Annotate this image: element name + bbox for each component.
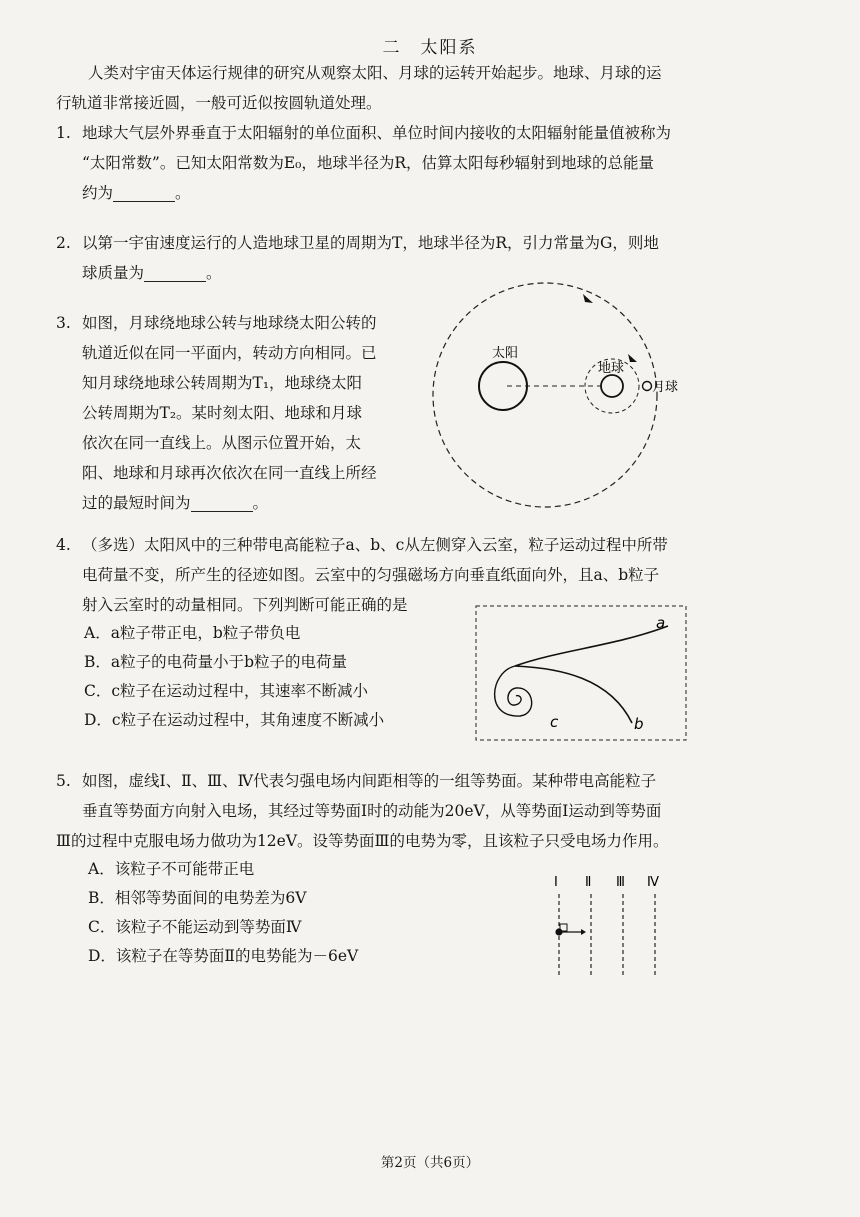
intro-line-2: 行轨道非常接近圆，一般可近似按圆轨道处理。 [56, 94, 382, 112]
surface-label-1: Ⅰ [554, 875, 558, 890]
label-a: a [656, 614, 666, 632]
intro-paragraph [58, 58, 818, 118]
option-a[interactable]: A．a粒子带正电，b粒子带负电 [84, 624, 301, 642]
question-line: 射入云室时的动量相同。下列判断可能正确的是 [82, 596, 408, 614]
surface-label-4: Ⅳ [647, 875, 659, 890]
option-b[interactable]: B．a粒子的电荷量小于b粒子的电荷量 [84, 653, 348, 671]
surface-label-2: Ⅱ [585, 875, 592, 890]
question-3 [56, 308, 402, 518]
label-c: c [550, 713, 559, 731]
earth-orbit-arrow-icon [583, 294, 593, 303]
earth-orbit [433, 283, 657, 507]
option-a[interactable]: A．该粒子不可能带正电 [88, 860, 255, 878]
question-text: 球质量为 [82, 264, 145, 282]
option-d[interactable]: D．c粒子在运动过程中，其角速度不断减小 [84, 711, 385, 729]
earth-label: 地球 [598, 361, 625, 376]
earth-circle [601, 375, 623, 397]
question-text: 过的最短时间为 [82, 494, 191, 512]
track-a [515, 626, 668, 666]
sun-label: 太阳 [492, 346, 519, 361]
question-1 [56, 118, 822, 208]
section-title: 二 太阳系 [382, 38, 478, 58]
page-footer: 第2页（共6页） [380, 1155, 480, 1171]
question-text: 。 [206, 264, 222, 282]
option-c[interactable]: C．该粒子不能运动到等势面Ⅳ [88, 918, 302, 936]
moon-label: 月球 [652, 380, 679, 395]
question-line: Ⅲ的过程中克服电场力做功为12eV。设等势面Ⅲ的电势为零，且该粒子只受电场力作用。 [56, 832, 669, 850]
chamber-boundary [476, 606, 686, 740]
question-line: （多选）太阳风中的三种带电高能粒子a、b、c从左侧穿入云室，粒子运动过程中所带 [82, 536, 668, 554]
track-b [515, 666, 632, 723]
question-number: 2. [56, 234, 71, 252]
question-line: 如图，月球绕地球公转与地球绕太阳公转的 [82, 314, 377, 332]
equipotential-diagram [545, 866, 670, 984]
question-number: 1. [56, 124, 71, 142]
question-line: “太阳常数”。已知太阳常数为E₀，地球半径为R，估算太阳每秒辐射到地球的总能量 [82, 154, 655, 172]
question-text: 。 [175, 184, 191, 202]
question-line [82, 488, 402, 518]
answer-blank[interactable] [191, 491, 253, 512]
label-b: b [634, 715, 644, 733]
arrowhead-icon [581, 929, 586, 935]
question-line: 阳、地球和月球再次依次在同一直线上所经 [82, 464, 377, 482]
moon-circle [643, 382, 652, 391]
question-number: 3. [56, 314, 71, 332]
question-line: 电荷量不变，所产生的径迹如图。云室中的匀强磁场方向垂直纸面向外，且a、b粒子 [82, 566, 660, 584]
option-d[interactable]: D．该粒子在等势面Ⅱ的电势能为－6eV [88, 947, 359, 965]
track-c [495, 666, 532, 716]
question-line: 公转周期为T₂。某时刻太阳、地球和月球 [82, 404, 363, 422]
question-5 [56, 766, 842, 856]
answer-blank[interactable] [113, 181, 175, 202]
question-line: 知月球绕地球公转周期为T₁，地球绕太阳 [82, 374, 363, 392]
answer-blank[interactable] [144, 261, 206, 282]
question-line: 地球大气层外界垂直于太阳辐射的单位面积、单位时间内接收的太阳辐射能量值被称为 [82, 124, 672, 142]
option-b[interactable]: B．相邻等势面间的电势差为6V [88, 889, 307, 907]
question-line: 垂直等势面方向射入电场，其经过等势面Ⅰ时的动能为20eV，从等势面Ⅰ运动到等势面 [82, 802, 662, 820]
moon-orbit-arrow-icon [628, 354, 637, 362]
intro-line-1: 人类对宇宙天体运行规律的研究从观察太阳、月球的运转开始起步。地球、月球的运 [88, 64, 662, 82]
question-line: 轨道近似在同一平面内，转动方向相同。已 [82, 344, 377, 362]
question-line: 依次在同一直线上。从图示位置开始，太 [82, 434, 362, 452]
option-c[interactable]: C．c粒子在运动过程中，其速率不断减小 [84, 682, 369, 700]
question-number: 4. [56, 536, 71, 554]
question-text: 约为 [82, 184, 114, 202]
question-number: 5. [56, 772, 71, 790]
surface-label-3: Ⅲ [616, 875, 625, 890]
question-4 [56, 530, 822, 620]
question-text: 。 [252, 494, 269, 512]
question-line: 以第一宇宙速度运行的人造地球卫星的周期为T，地球半径为R，引力常量为G，则地 [82, 234, 659, 252]
question-line [82, 178, 822, 208]
orbit-diagram [395, 278, 695, 514]
question-line: 如图，虚线Ⅰ、Ⅱ、Ⅲ、Ⅳ代表匀强电场内间距相等的一组等势面。某种带电高能粒子 [82, 772, 657, 790]
cloud-chamber-diagram [470, 598, 692, 746]
